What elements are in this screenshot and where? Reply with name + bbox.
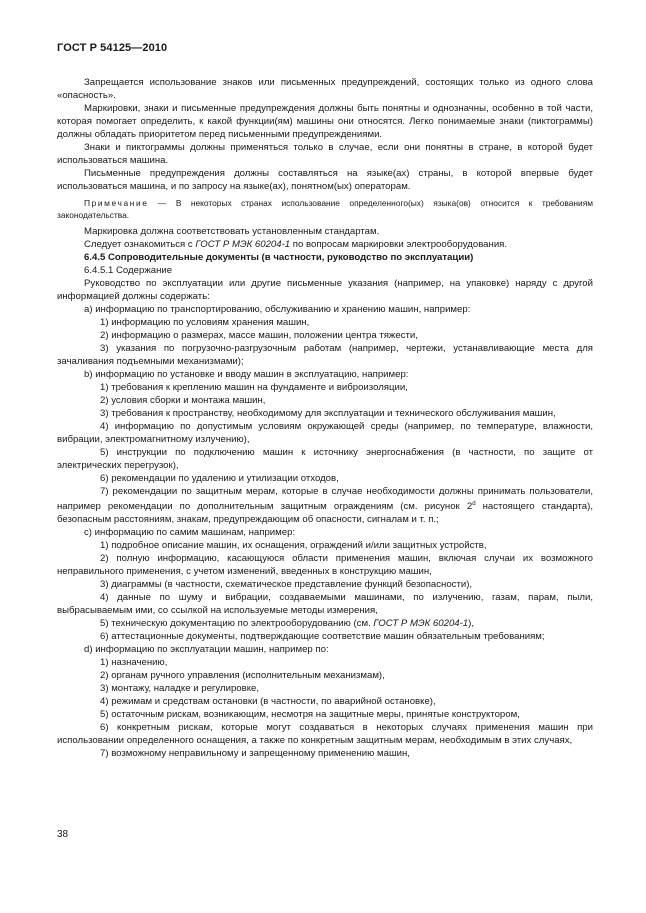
note xyxy=(57,197,593,221)
list-item: 3) указания по погрузочно-разгрузочным работам (например, чертежи, устанавливающие места для зачаливания подъемными механизмами); xyxy=(57,343,593,367)
list-item xyxy=(57,485,593,526)
list-item: 4) режимам и средствам остановки (в частности, по аварийной остановке), xyxy=(100,696,436,708)
list-item: 6) рекомендации по удалению и утилизации отходов, xyxy=(100,473,339,484)
note-text: — В некоторых странах использование определенного(ых) языка(ов) относится к требованиям законодательства. xyxy=(57,198,593,220)
list-item: 6) аттестационные документы, подтверждающие соответствие машин обязательным требованиям; xyxy=(100,631,545,643)
standard-reference: ГОСТ Р МЭК 60204-1 xyxy=(195,239,291,250)
list-item: 1) подробное описание машин, их оснащения, ограждений и/или защитных устройств, xyxy=(100,540,487,552)
list-item: 2) информацию о размерах, массе машин, положении центра тяжести, xyxy=(100,330,418,341)
paragraph: Запрещается использование знаков или письменных предупреждений, состоящих только из одного слова «опасность». xyxy=(57,77,593,101)
list-item: 1) информацию по условиям хранения машин, xyxy=(100,317,310,328)
list-item: 3) требования к пространству, необходимому для эксплуатации и технического обслуживания машин, xyxy=(100,408,556,419)
superscript: d xyxy=(472,501,476,507)
paragraph: Знаки и пиктограммы должны применяться только в случае, если они понятны в стране, в которой будет использоваться машина. xyxy=(57,142,593,166)
section-heading: 6.4.5 Сопроводительные документы (в частности, руководство по эксплуатации) xyxy=(84,252,474,263)
list-item: 6) конкретным рискам, которые могут создаваться в некоторых случаях применения машин при использовании определенного оснащения, а также по конкретным защитным мерам, необходимым в этих случаях, xyxy=(57,722,593,747)
text-run: настоящего стандарта), безопасным расстояниям, знакам, предупреждающим об опасности, сигналам и т. п.; xyxy=(57,501,593,526)
paragraph: Маркировки, знаки и письменные предупреждения должны быть понятны и однозначны, особенно в той части, которая помогает определить, к какой функции(ям) машины они относятся. Легко понимаемые знаки (пиктограммы) должны обладать приоритетом перед письменными предупреждениями. xyxy=(57,103,593,140)
list-item: d) информацию по эксплуатации машин, например по: xyxy=(84,644,329,656)
paragraph xyxy=(57,238,593,251)
text-run: 5) техническую документацию по электрооборудованию (см. xyxy=(100,618,374,630)
document-body xyxy=(57,76,593,760)
paragraph: Маркировка должна соответствовать установленным стандартам. xyxy=(84,226,380,237)
list-item: 3) монтажу, наладке и регулировке, xyxy=(100,683,260,695)
list-item: 5) остаточным рискам, возникающим, несмотря на защитные меры, принятые конструктором, xyxy=(100,709,520,721)
list-item: 1) назначению, xyxy=(100,657,168,669)
list-item: 7) возможному неправильному и запрещенному применению машин, xyxy=(100,748,410,760)
paragraph: Письменные предупреждения должны составляться на языке(ах) страны, в которой впервые будет использоваться машина, и по запросу на языке(ах), понятном(ых) операторам. xyxy=(57,168,593,192)
page-number: 38 xyxy=(57,829,69,840)
list-item: 2) полную информацию, касающуюся области применения машин, включая случаи их возможного неправильного применения, с учетом изменений, введенных в конструкцию машин, xyxy=(57,553,593,578)
list-item: 4) информацию по допустимым условиям окружающей среды (например, по температуре, влажности, вибрации, электромагнитному излучению), xyxy=(57,421,593,445)
document-header: ГОСТ Р 54125—2010 xyxy=(57,42,168,54)
list-item: 4) данные по шуму и вибрации, создаваемыми машинами, по излучению, газам, парам, пыли, выбрасываемым ими, со ссылкой на используемые методы измерения, xyxy=(57,592,593,617)
list-item: 3) диаграммы (в частности, схематическое представление функций безопасности), xyxy=(100,579,473,591)
text-run: ), xyxy=(468,618,475,630)
subsection-heading: 6.4.5.1 Содержание xyxy=(84,265,173,276)
paragraph: Руководство по эксплуатации или другие письменные указания (например, на упаковке) наряду с другой информацией должны содержать: xyxy=(57,278,593,302)
text-run: по вопросам маркировки электрооборудования. xyxy=(290,239,508,250)
list-item xyxy=(57,617,593,630)
list-item: а) информацию по транспортированию, обслуживанию и хранению машин, например: xyxy=(84,304,471,315)
list-item: с) информацию по самим машинам, например: xyxy=(84,527,296,539)
list-item: b) информацию по установке и вводу машин в эксплуатацию, например: xyxy=(84,369,409,380)
list-item: 1) требования к креплению машин на фундаменте и виброизоляции, xyxy=(100,382,408,393)
list-item: 5) инструкции по подключению машин к источнику энергоснабжения (в частности, по защите от электрических перегрузок), xyxy=(57,447,593,471)
list-item: 2) органам ручного управления (исполнительным механизмам), xyxy=(100,670,385,682)
text-run: 7) рекомендации по защитным мерам, которые в случае необходимости должны принимать пользователи, например рекомендации по дополнительным защитным ограждениям (см. рисунок 2 xyxy=(57,486,593,513)
list-item: 2) условия сборки и монтажа машин, xyxy=(100,395,266,406)
text-run: Следует ознакомиться с xyxy=(84,239,196,250)
note-label: Примечание xyxy=(84,198,149,208)
standard-reference: ГОСТ Р МЭК 60204-1 xyxy=(373,618,469,630)
